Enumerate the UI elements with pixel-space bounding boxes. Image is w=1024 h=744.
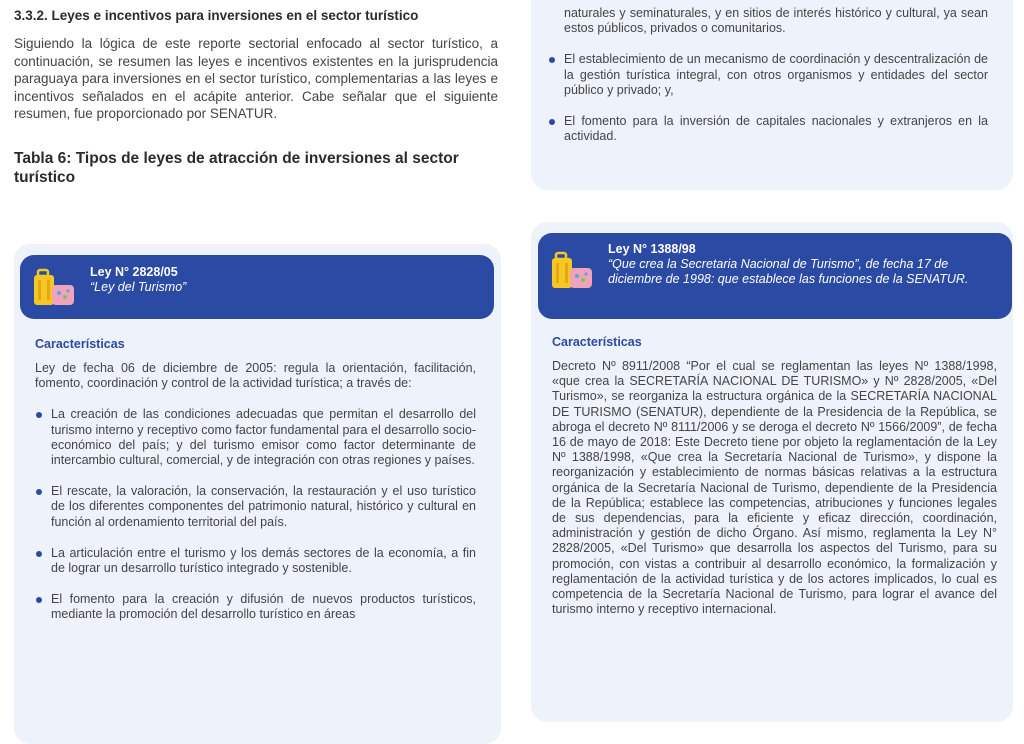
characteristics-label: Características bbox=[552, 335, 642, 349]
law-subtitle: “Ley del Turismo” bbox=[90, 280, 187, 294]
left-column bbox=[14, 8, 498, 187]
characteristics-label: Características bbox=[35, 337, 125, 351]
continuation-bullets bbox=[548, 52, 988, 144]
law-bullets bbox=[35, 407, 476, 622]
law-description: Ley de fecha 06 de diciembre de 2005: regula la orientación, facilitación, fomento, coordinación y control de la actividad turística; a través de: bbox=[35, 361, 476, 391]
list-item: El rescate, la valoración, la conservación, la restauración y el uso turístico de los diferentes componentes del patrimonio natural, histórico y cultural en función al ordenamiento territorial del país. bbox=[35, 484, 476, 530]
continuation-body bbox=[548, 6, 988, 144]
law-number: Ley N° 2828/05 bbox=[90, 265, 178, 279]
continuation-text: naturales y seminaturales, y en sitios de interés histórico y cultural, ya sean estos públicos, privados o comunitarios. bbox=[564, 6, 988, 36]
table-title: Tabla 6: Tipos de leyes de atracción de inversiones al sector turístico bbox=[14, 149, 459, 186]
list-item: El fomento para la inversión de capitales nacionales y extranjeros en la actividad. bbox=[548, 114, 988, 144]
law-card-2828-header bbox=[20, 255, 494, 319]
law-number: Ley N° 1388/98 bbox=[608, 242, 696, 256]
law-card-2828-body bbox=[35, 337, 476, 623]
law-subtitle: “Que crea la Secretaria Nacional de Turismo”, de fecha 17 de diciembre de 1998: que establece las funciones de la SENATUR. bbox=[608, 257, 969, 286]
law-card-1388-header bbox=[538, 233, 1012, 319]
list-item: El fomento para la creación y difusión de nuevos productos turísticos, mediante la promoción del desarrollo turístico en áreas bbox=[35, 592, 476, 622]
list-item: La creación de las condiciones adecuadas que permitan el desarrollo del turismo interno y receptivo como factor fundamental para el desarrollo socio-económico del país; y del turismo emisor como factor determinante de intercambio cultural, comercial, y de integración con otras regiones y países. bbox=[35, 407, 476, 468]
section-intro: Siguiendo la lógica de este reporte sectorial enfocado al sector turístico, a continuación, se resumen las leyes e incentivos existentes en la jurisprudencia paraguaya para inversiones en el sector turístico, complementarias a las leyes e incentivos señalados en el acápite anterior. Cabe señalar que el siguiente resumen, fue proporcionado por SENATUR. bbox=[14, 36, 498, 121]
list-item: La articulación entre el turismo y los demás sectores de la economía, a fin de lograr un desarrollo turístico integrado y sostenible. bbox=[35, 546, 476, 576]
list-item: El establecimiento de un mecanismo de coordinación y descentralización de la gestión turística integral, con otros organismos y entidades del sector público y privado; y, bbox=[548, 52, 988, 98]
luggage-icon bbox=[32, 268, 78, 308]
law-card-1388-body bbox=[552, 335, 997, 617]
law-description: Decreto Nº 8911/2008 “Por el cual se reglamentan las leyes Nº 1388/1998, «que crea la SECRETARÍA NACIONAL DE TURISMO» y Nº 2828/2005, «Del Turismo», se reorganiza la estructura orgánica de la SECRETARÍA NACIONAL DE TURISMO (SENATUR), dependiente de la Presidencia de la República, se abroga el decreto Nº 8111/2006 y se deroga el decreto Nº 1566/2009”, de fecha 16 de mayo de 2018: Este Decreto tiene por objeto la reglamentación de la Ley Nº 1388/1998, «Que crea la Secretaría Nacional de Turismo», y dispone la reorganización y establecimiento de normas básicas relativas a la estructura orgánica de la Secretaría Nacional de Turismo, dependiente de la Presidencia de la República; establece las competencias, atribuciones y funciones legales de sus dependencias, para la eficiente y eficaz dirección, coordinación, administración y gestión de dicho Órgano. Así mismo, reglamenta la Ley N° 2828/2005, «Del Turismo» que desarrolla los aspectos del Turismo, para su promoción, con vistas a contribuir al desarrollo económico, la formalización y reglamentación de la actividad turística y de los actores implicados, lo cual es competencia de la Secretaría Nacional de Turismo, para lograr el avance del turismo interno y receptivo internacional. bbox=[552, 359, 997, 617]
luggage-icon bbox=[550, 251, 596, 291]
section-title: 3.3.2. Leyes e incentivos para inversiones en el sector turístico bbox=[14, 8, 419, 23]
